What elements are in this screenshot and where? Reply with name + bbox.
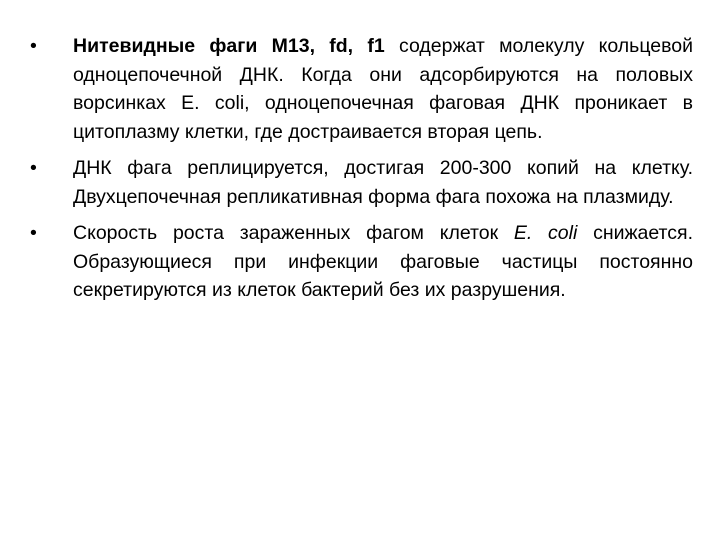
bullet-text-before: Скорость роста зараженных фагом клеток — [73, 222, 514, 244]
bullet-italic-species: E. coli — [513, 222, 578, 244]
bullet-icon: • — [30, 35, 37, 57]
bullet-bold-lead: Нитевидные фаги M13, fd, f1 — [73, 35, 385, 57]
bullet-icon: • — [30, 157, 37, 179]
bullet-text: ДНК фага реплицируется, достигая 200-300 копий на клетку. Двухцепочечная репликативная форма фага похожа на плазмиду. — [73, 157, 693, 208]
bullet-list — [30, 32, 693, 313]
bullet-item-filamentous-phages — [30, 32, 693, 146]
bullet-icon: • — [30, 222, 37, 244]
bullet-item-growth-rate — [30, 219, 693, 305]
bullet-text-after: снижается. Образующиеся при инфекции фаговые частицы постоянно секретируются из клеток бактерий без их разрушения. — [73, 222, 694, 301]
bullet-text: содержат молекулу кольцевой одноцепочечной ДНК. Когда они адсорбируются на половых ворсинках E. coli, одноцепочечная фаговая ДНК проникает в цитоплазму клетки, где достраивается вторая цепь. — [73, 35, 693, 143]
bullet-item-dna-replication — [30, 154, 693, 211]
